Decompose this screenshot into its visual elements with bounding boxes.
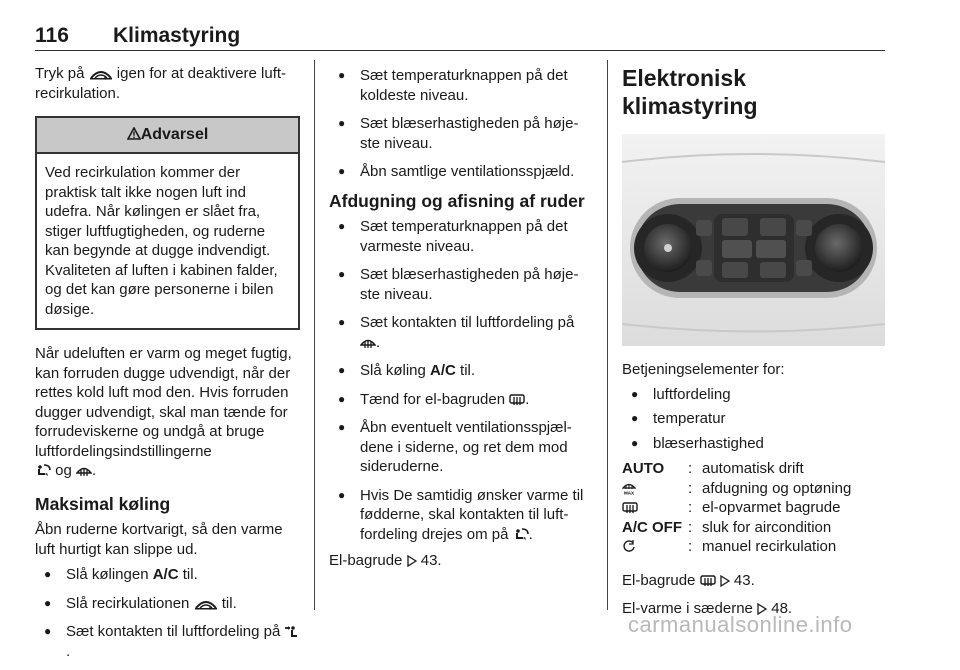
recirculation-icon	[622, 539, 636, 553]
chapter-title: Klimastyring	[113, 24, 241, 47]
airflow-windscreen-feet-icon	[513, 528, 529, 541]
max-cooling-heading: Maksimal køling	[35, 493, 171, 514]
section-title: Elektronisk klimastyring	[622, 65, 758, 119]
warning-triangle-icon	[127, 127, 141, 140]
list-item: ● Slå kølingen A/C til.	[35, 565, 300, 585]
definition-colon: :	[688, 460, 693, 477]
recirculation-icon	[89, 68, 113, 80]
watermark: carmanualsonline.info	[628, 612, 853, 637]
column-divider-2	[607, 60, 608, 610]
defog-heading: Afdugning og afisning af ruder	[329, 190, 585, 211]
recirculation-icon	[194, 598, 218, 610]
list-item: ● Sæt kontakten til luftfordeling på .	[35, 622, 300, 661]
header-divider	[35, 50, 885, 51]
definition-value: sluk for aircondition	[702, 518, 832, 536]
page-ref-arrow-icon	[407, 555, 417, 567]
defog-list	[329, 217, 594, 544]
list-item: ● Slå recirkulationen til.	[35, 594, 300, 614]
list-item: ● temperatur	[622, 409, 887, 429]
cooling-list	[329, 66, 594, 182]
list-item: ● Åbn eventuelt ventilationsspjæl-dene i siderne, og ret dem mod sideruderne.	[329, 418, 594, 477]
list-item: ● blæserhastighed	[622, 434, 887, 454]
warning-title: Advarsel	[140, 126, 209, 143]
rear-window-heater-icon	[509, 394, 525, 406]
controls-label: Betjeningselementer for:	[622, 361, 785, 378]
definition-colon: :	[688, 499, 693, 516]
definition-colon: :	[688, 538, 693, 555]
definition-colon: :	[688, 518, 693, 536]
list-item: ● Hvis De samtidig ønsker varme til fødderne, skal kontakten til luft-fordeling drejes om på .	[329, 486, 594, 545]
rear-window-heater-icon	[622, 502, 638, 514]
warning-text: Ved recirkulation kommer der praktisk talt ikke nogen luft ind udefra. Når kølingen er slået fra, stiger luftfugtigheden, og ruderne kan begynde at dugge indvendigt. Kvaliteten af luften i kabinen falder, og det kan gøre personerne i bilen døsige.	[45, 164, 278, 318]
list-item: ● luftfordeling	[622, 385, 887, 405]
column-2	[329, 64, 594, 571]
definition-colon: :	[688, 479, 693, 497]
warning-box	[35, 116, 300, 330]
page-number: 116	[35, 24, 69, 47]
page-reference-link[interactable]: 43.	[420, 552, 442, 569]
seat-heating-ref: El-varme i sæderne 48.	[622, 600, 793, 617]
page-reference-link[interactable]: 48.	[771, 600, 793, 617]
svg-text:MAX: MAX	[624, 490, 634, 495]
controls-definition-table	[622, 459, 851, 557]
rear-window-ref: El-bagrude 43.	[329, 552, 442, 569]
definition-value: afdugning og optøning	[702, 479, 852, 497]
intro-paragraph: Tryk på igen for at deaktivere luft-recirkulation.	[35, 65, 287, 102]
max-defrost-icon	[622, 481, 636, 495]
definition-value: automatisk drift	[702, 460, 804, 477]
table-row	[622, 518, 851, 538]
column-3	[622, 64, 887, 619]
column-1	[35, 64, 300, 670]
max-cooling-list	[35, 565, 300, 661]
controls-list	[622, 385, 887, 454]
definition-key: A/C OFF	[622, 518, 682, 536]
list-item: ● Tænd for el-bagruden .	[329, 390, 594, 410]
list-item: ● Åbn samtlige ventilationsspjæld.	[329, 162, 594, 182]
max-cooling-text: Åbn ruderne kortvarigt, så den varme luft hurtigt kan slippe ud.	[35, 521, 283, 558]
windscreen-defrost-icon	[76, 465, 92, 477]
table-row	[622, 537, 851, 557]
airflow-windscreen-feet-icon	[35, 464, 51, 477]
warning-header	[37, 118, 298, 154]
table-row	[622, 479, 851, 499]
table-row	[622, 459, 851, 479]
page-reference-link[interactable]: 43.	[733, 571, 755, 589]
definition-key: AUTO	[622, 460, 665, 477]
list-item: ● Sæt blæserhastigheden på høje-ste niveau.	[329, 114, 594, 153]
table-row	[622, 498, 851, 518]
list-item: ● Sæt kontakten til luftfordeling på .	[329, 313, 594, 352]
list-item: ● Sæt blæserhastigheden på høje-ste niveau.	[329, 265, 594, 304]
rear-window-ref: El-bagrude 43.	[622, 571, 755, 589]
list-item: ● Slå køling A/C til.	[329, 361, 594, 381]
climate-panel-illustration	[622, 134, 885, 346]
definition-value: el-opvarmet bagrude	[702, 499, 841, 516]
column-divider-1	[314, 60, 315, 610]
climate-control-panel-image	[622, 134, 885, 346]
rear-window-heater-icon	[700, 575, 716, 587]
list-item: ● Sæt temperaturknappen på det varmeste niveau.	[329, 217, 594, 256]
fog-paragraph: Når udeluften er varm og meget fugtig, kan forruden dugge udvendigt, når der rettes kold luft mod den. Hvis forruden dugger udvendigt, skal man tænde for forrudeviskerne og undgå at bruge luftfordelingsindstillingerne og .	[35, 345, 292, 479]
windscreen-defrost-icon	[360, 337, 376, 349]
page-header	[35, 20, 885, 50]
airflow-head-icon	[284, 625, 298, 638]
page-ref-arrow-icon	[720, 575, 730, 587]
list-item: ● Sæt temperaturknappen på det koldeste niveau.	[329, 66, 594, 105]
definition-value: manuel recirkulation	[702, 538, 837, 555]
